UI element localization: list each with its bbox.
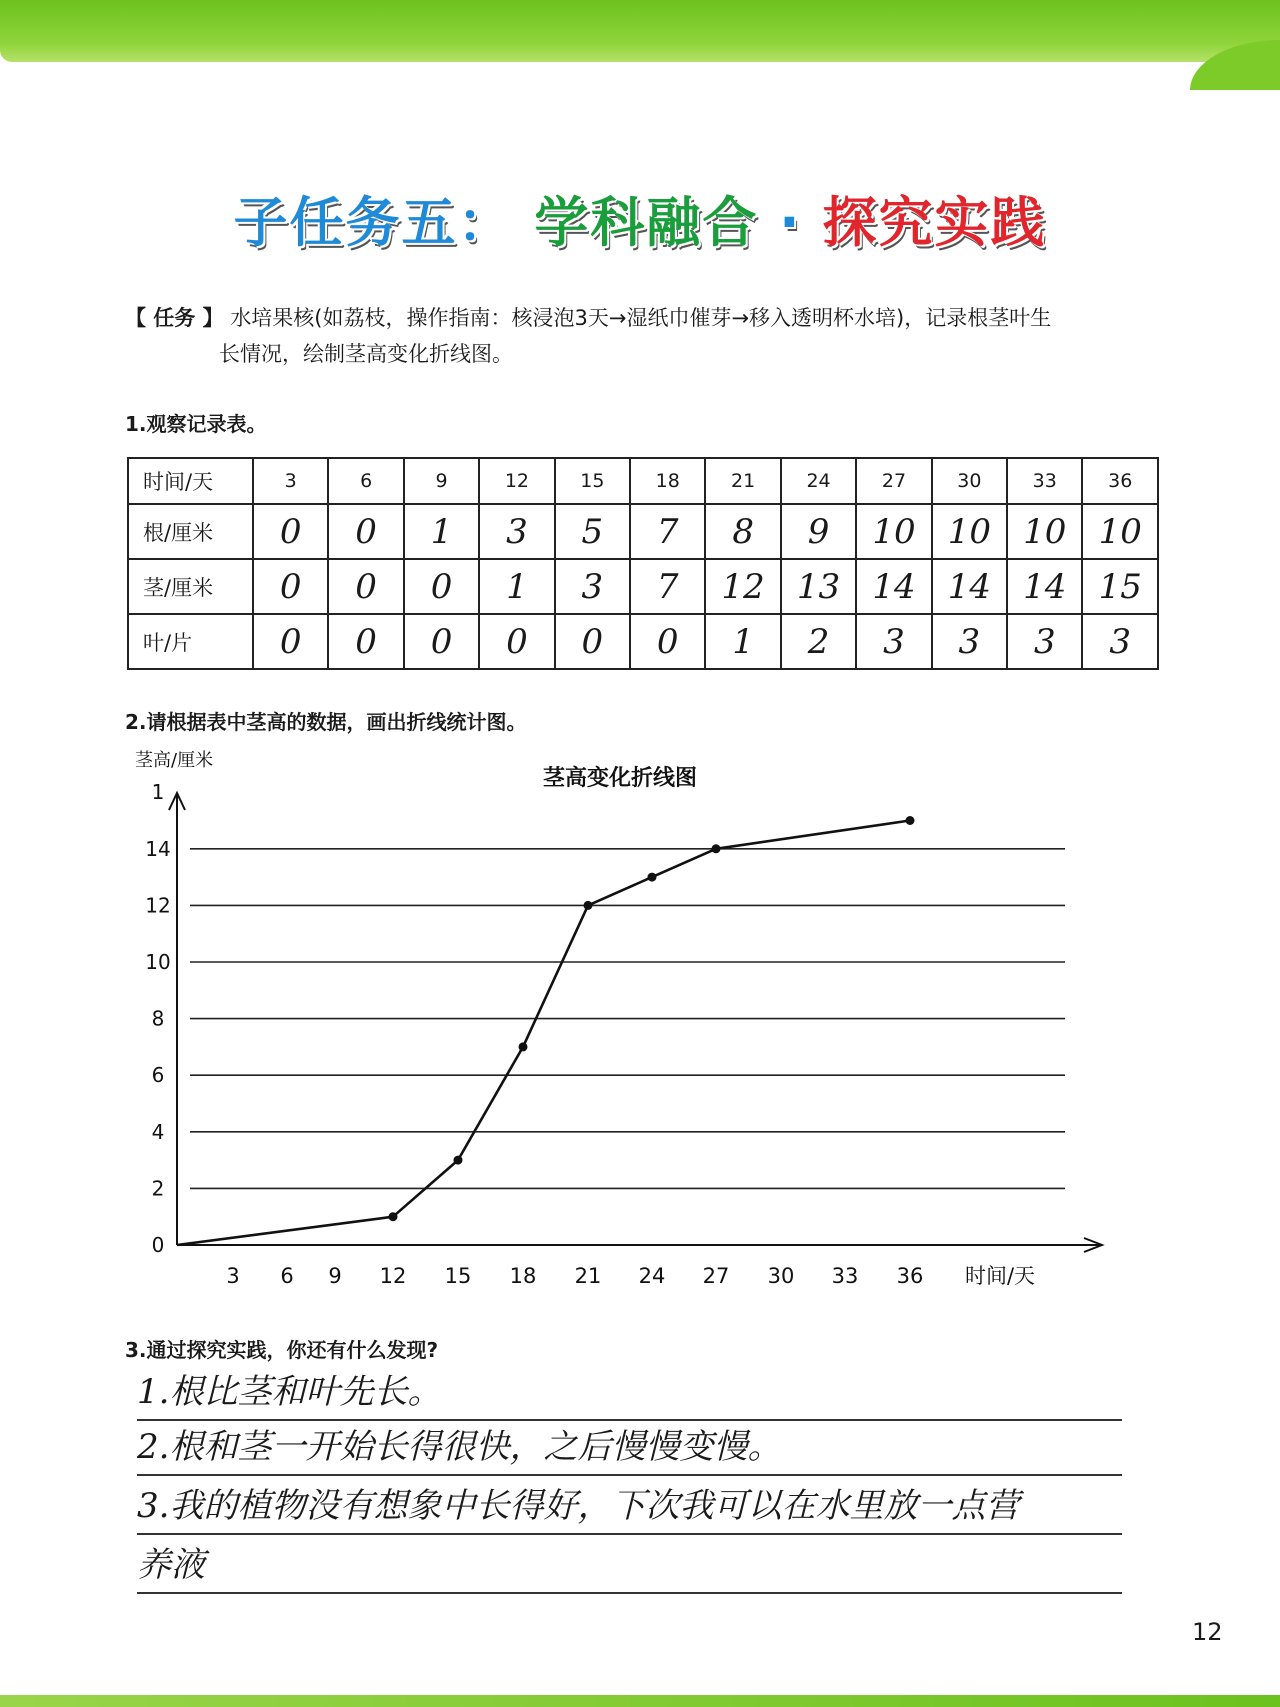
table-cell: 1 bbox=[705, 614, 780, 669]
x-tick-label: 21 bbox=[574, 1264, 602, 1288]
y-tick-label: 10 bbox=[145, 950, 171, 974]
table-cell: 9 bbox=[781, 504, 856, 559]
table-cell: 7 bbox=[630, 559, 705, 614]
table-cell: 3 bbox=[856, 614, 931, 669]
title-part-2: 学科融合 bbox=[534, 191, 759, 254]
table-cell: 9 bbox=[404, 458, 479, 504]
title-part-3: 探究实践 bbox=[822, 191, 1047, 254]
top-decor-band bbox=[0, 0, 1280, 62]
table-cell: 10 bbox=[932, 504, 1007, 559]
y-axis-label: 茎高/厘米 bbox=[135, 750, 214, 771]
table-row bbox=[128, 504, 1158, 559]
table-cell: 12 bbox=[479, 458, 554, 504]
bottom-decor-band bbox=[0, 1695, 1280, 1707]
table-header-row bbox=[128, 458, 1158, 504]
table-row bbox=[128, 614, 1158, 669]
data-point bbox=[584, 901, 593, 910]
note-line-1: 1.根比茎和叶先长。 bbox=[137, 1365, 1122, 1421]
table-cell: 15 bbox=[555, 458, 630, 504]
page-title bbox=[0, 180, 1280, 257]
table-row bbox=[128, 559, 1158, 614]
row-label: 茎/厘米 bbox=[128, 559, 253, 614]
x-tick-label: 24 bbox=[638, 1264, 666, 1288]
table-cell: 0 bbox=[479, 614, 554, 669]
x-tick-label: 6 bbox=[280, 1264, 294, 1288]
table-cell: 21 bbox=[705, 458, 780, 504]
x-tick-label: 15 bbox=[444, 1264, 472, 1288]
y-tick-label: 8 bbox=[151, 1006, 165, 1031]
x-tick-label: 36 bbox=[896, 1264, 924, 1288]
task-line-2: 长情况，绘制茎高变化折线图。 bbox=[219, 342, 513, 366]
table-cell: 2 bbox=[781, 614, 856, 669]
y-tick-label: 1 bbox=[151, 780, 165, 805]
table-cell: 0 bbox=[253, 504, 328, 559]
table-cell: 3 bbox=[479, 504, 554, 559]
y-tick-label: 2 bbox=[151, 1176, 165, 1201]
table-cell: 8 bbox=[705, 504, 780, 559]
y-tick-label: 4 bbox=[151, 1119, 165, 1144]
x-tick-label: 18 bbox=[509, 1264, 537, 1288]
data-point bbox=[712, 844, 721, 853]
series-line bbox=[177, 821, 910, 1246]
table-cell: 24 bbox=[781, 458, 856, 504]
table-cell: 0 bbox=[328, 614, 403, 669]
line-chart-svg bbox=[0, 740, 1280, 1300]
table-cell: 0 bbox=[404, 614, 479, 669]
observation-table bbox=[127, 457, 1159, 670]
row-label: 时间/天 bbox=[128, 458, 253, 504]
table-cell: 14 bbox=[856, 559, 931, 614]
table-cell: 7 bbox=[630, 504, 705, 559]
table-cell: 0 bbox=[253, 559, 328, 614]
data-point bbox=[519, 1042, 528, 1051]
y-tick-label: 0 bbox=[151, 1233, 165, 1257]
table-cell: 36 bbox=[1082, 458, 1158, 504]
table-cell: 10 bbox=[1082, 504, 1158, 559]
y-tick-label: 12 bbox=[145, 893, 171, 918]
table-cell: 3 bbox=[1082, 614, 1158, 669]
note-line-2: 2.根和茎一开始长得很快，之后慢慢变慢。 bbox=[137, 1420, 1122, 1476]
note-line-3: 3.我的植物没有想象中长得好，下次我可以在水里放一点营 bbox=[137, 1479, 1122, 1535]
table-cell: 14 bbox=[1007, 559, 1082, 614]
y-tick-label: 14 bbox=[145, 836, 171, 861]
table-cell: 0 bbox=[630, 614, 705, 669]
x-axis-label: 时间/天 bbox=[964, 1264, 1036, 1288]
table-cell: 10 bbox=[856, 504, 931, 559]
table-cell: 14 bbox=[932, 559, 1007, 614]
data-point bbox=[906, 816, 915, 825]
task-description bbox=[125, 300, 1165, 372]
data-point bbox=[454, 1156, 463, 1165]
table-cell: 0 bbox=[253, 614, 328, 669]
row-label: 叶/片 bbox=[128, 614, 253, 669]
table-cell: 0 bbox=[328, 504, 403, 559]
table-cell: 15 bbox=[1082, 559, 1158, 614]
x-tick-label: 12 bbox=[379, 1264, 407, 1288]
title-dot: · bbox=[779, 191, 802, 254]
chart-title: 茎高变化折线图 bbox=[542, 766, 698, 791]
table-cell: 1 bbox=[479, 559, 554, 614]
x-tick-label: 3 bbox=[226, 1264, 240, 1288]
table-cell: 3 bbox=[932, 614, 1007, 669]
table-cell: 6 bbox=[328, 458, 403, 504]
table-cell: 1 bbox=[404, 504, 479, 559]
title-part-1: 子任务五 bbox=[233, 191, 458, 254]
x-tick-label: 27 bbox=[702, 1264, 730, 1288]
table-cell: 0 bbox=[328, 559, 403, 614]
x-tick-label: 9 bbox=[328, 1264, 342, 1288]
table-cell: 3 bbox=[1007, 614, 1082, 669]
task-line-1: 水培果核(如荔枝，操作指南：核浸泡3天→湿纸巾催芽→移入透明杯水培)，记录根茎叶生 bbox=[230, 306, 1052, 330]
table-cell: 13 bbox=[781, 559, 856, 614]
table-cell: 10 bbox=[1007, 504, 1082, 559]
table-cell: 3 bbox=[555, 559, 630, 614]
table-cell: 0 bbox=[404, 559, 479, 614]
table-cell: 0 bbox=[555, 614, 630, 669]
note-line-4: 养液 bbox=[137, 1538, 1122, 1594]
table-cell: 33 bbox=[1007, 458, 1082, 504]
table-cell: 27 bbox=[856, 458, 931, 504]
table-cell: 30 bbox=[932, 458, 1007, 504]
section-2-heading: 2.请根据表中茎高的数据，画出折线统计图。 bbox=[125, 710, 527, 734]
table-cell: 12 bbox=[705, 559, 780, 614]
section-1-heading: 1.观察记录表。 bbox=[125, 412, 267, 436]
table-cell: 5 bbox=[555, 504, 630, 559]
table-cell: 18 bbox=[630, 458, 705, 504]
section-3-heading: 3.通过探究实践，你还有什么发现? bbox=[125, 1338, 439, 1362]
page-number: 12 bbox=[1192, 1618, 1223, 1646]
x-tick-label: 30 bbox=[767, 1264, 795, 1288]
table-cell: 3 bbox=[253, 458, 328, 504]
x-tick-label: 33 bbox=[831, 1264, 859, 1288]
y-tick-label: 6 bbox=[151, 1063, 165, 1088]
title-colon: ： bbox=[457, 191, 514, 254]
task-tag: 【 任务 】 bbox=[125, 306, 224, 330]
row-label: 根/厘米 bbox=[128, 504, 253, 559]
data-point bbox=[389, 1212, 398, 1221]
data-point bbox=[648, 873, 657, 882]
line-chart bbox=[0, 740, 1280, 1300]
